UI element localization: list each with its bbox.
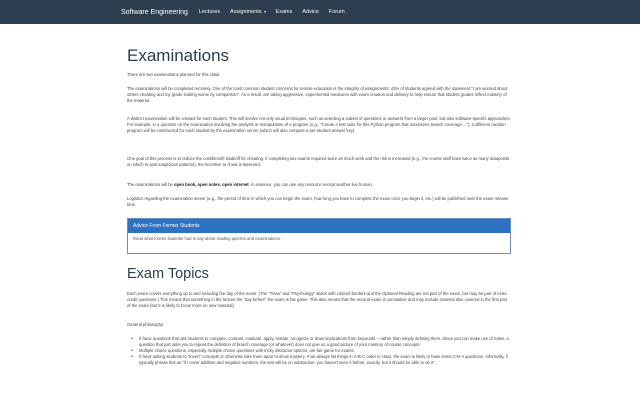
philosophy-list bbox=[127, 336, 511, 366]
advice-card bbox=[127, 218, 511, 254]
nav-assignments-label: Assignments bbox=[230, 9, 262, 15]
navbar-inner bbox=[121, 0, 355, 24]
exam-intro: There are two examinations planned for this class. bbox=[127, 72, 221, 77]
caret-down-icon bbox=[264, 11, 266, 13]
topics-title: Exam Topics bbox=[127, 266, 209, 282]
nav-exams[interactable] bbox=[276, 9, 293, 15]
advice-card-body: Read what former students had to say about reading quizzes and examinations. bbox=[133, 236, 282, 241]
nav-forum[interactable] bbox=[329, 9, 345, 15]
nav-advice-label: Advice bbox=[302, 9, 319, 15]
open-book-post: . In essence, you can use any resource except another live human. bbox=[248, 182, 374, 187]
open-book-pre: The examinations will be bbox=[127, 182, 175, 187]
nav-advice[interactable] bbox=[302, 9, 319, 15]
nav-lectures[interactable] bbox=[199, 9, 220, 15]
top-navbar bbox=[0, 0, 640, 24]
brand-link[interactable]: Software Engineering bbox=[121, 8, 188, 16]
nav-exams-label: Exams bbox=[275, 9, 293, 15]
list-item: • Multiple choice questions, especially multiple choice questions with tricky distractor options, are fair game for exams. bbox=[127, 348, 511, 354]
list-item: • If favor questions that ask students to compare, contrast, evaluate, apply, restate, recognize or draw implications from keywords -- rather than simply defining them. Since you can make use of notes, a question that just asks you to repeat the definition of branch coverage (or whatever) does not give us a good picture of your mastery of course concepts. bbox=[127, 336, 511, 348]
open-book-bold: open book, open notes, open internet bbox=[174, 182, 249, 187]
exam-paragraph-distinct: A distinct examination will be created for each student. This will involve not only usual techniques, such as selecting a subset of questions or answers from a larger pool, but also software-specific approaches. For example, in a question on the examination involving the analysis or manipulation of a program (e.g., "Create a test suite for this Python program that maximizes branch coverage ..."), a different random program will be constructed for each student by the examination server (which will also compute a per-student answer key). bbox=[127, 116, 511, 133]
exam-paragraph-logistics: Logistics regarding the examination server (e.g., the period of time in which you can begin the exam, how long you have to complete the exam once you begin it, etc.) will be published near the exam release time. bbox=[127, 196, 509, 207]
page-title: Examinations bbox=[127, 46, 230, 65]
nav-assignments-dropdown[interactable] bbox=[230, 9, 266, 15]
exam-paragraph-goal: One goal of this process is to reduce the cost/benefit tradeoff for cheating: if completing two exams required twice as much work and the risk is increased (e.g., the course staff have twice as many datapoints on which to spot suspicious patterns), the incentive to cheat is lessened. bbox=[127, 156, 510, 167]
nav-forum-label: Forum bbox=[328, 9, 345, 15]
topics-paragraph: Each exam covers everything up to and including the day of the exam. (The "Trivia" and "Psychology" slides with colored borders and the Optional Reading are not part of the exam, but may be part of extra credit questions.) This means that something in the lecture the "day before" the exam is fair game. This also means that the second exam is cumulative and may include material also covered in the first part of the exam (but it is likely to focus more on new material). bbox=[127, 291, 508, 308]
advice-card-header[interactable]: Advice From Former Students bbox=[128, 219, 510, 233]
nav-lectures-label: Lectures bbox=[198, 9, 221, 15]
exam-paragraph-open-book bbox=[127, 182, 511, 188]
exam-paragraph-remote: The examinations will be completed remotely. One of the most common student concerns for remote education is the integrity of assignments: 43% of students agreed with the statement "I am worried about others cheating and my grade looking worse by comparison". As a result, are taking aggressive, experimental measures with exam creation and delivery to help ensure that student grades reflect mastery of the material. bbox=[127, 86, 508, 103]
philosophy-label: General philosophy: bbox=[127, 322, 165, 327]
list-item: • If favor asking students to "invert" concepts or otherwise take them apart to show mastery. If we always list things in A-B-C order in class, the exam is likely to have some C-B-A questions. Informally, if typically phrase this as "if I cover addition and negative numbers, the test will be on subtraction: you haven't seen it before, exactly, but it should be able to do it". bbox=[127, 354, 511, 366]
